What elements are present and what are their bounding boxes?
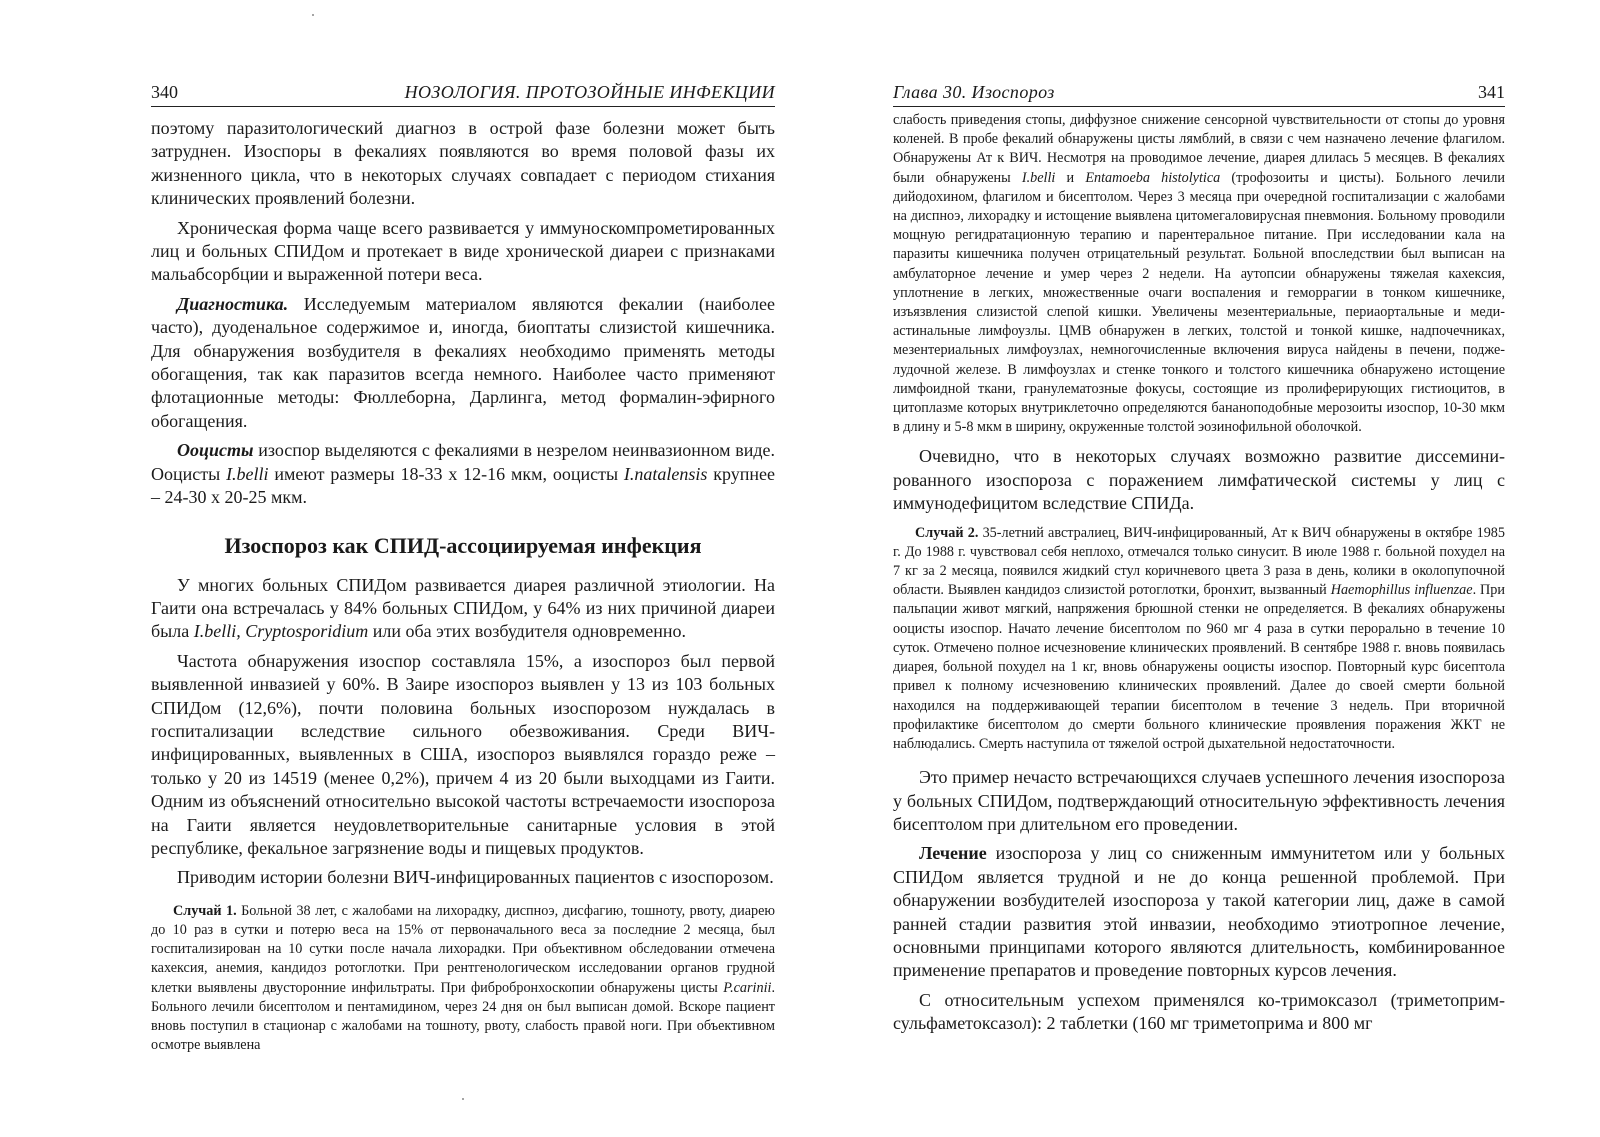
section-heading: Изоспороз как СПИД-ассоциируемая инфекция (224, 532, 702, 558)
run-in-heading: Диагностика. (177, 293, 289, 314)
running-title: НОЗОЛОГИЯ. ПРОТОЗОЙНЫЕ ИНФЕКЦИИ (404, 82, 775, 102)
scan-speck (312, 14, 314, 16)
paragraph: С относительным успехом применялся ко-тримоксазол (триметоприм-сульфаметоксазол): 2 таблетки (160 мг триметоприма и 800 мг (893, 989, 1505, 1034)
case-report-continued: слабость приведения стопы, диффузное снижение сенсорной чувствительности от стопы до уровня коленей. В пробе фекалий обнаружены цисты лямблий, в связи с чем назначено лечение флагилом. Обнаружены Ат к ВИЧ. Несмотря на проводимое лечение, диарея длилась 5 месяцев. В фекалиях были обнаружены I.belli и Entamoeba histolytica (трофозоиты и цисты). Больного лечили дийодохином, флагилом и бисептолом. Через 3 месяца при очередной госпитализации с жалобами на диспноэ, лихорадку и истощение выявлена цитомегаловирусная пневмония. Больному проводили мощную регидратационную терапию и парентеральное питание. При исследовании кала на паразиты кишечника получен отрицательный результат. Больной впоследствии был выписан на амбулаторное лечение и умер через 2 недели. На аутопсии обнаружены тяжелая кахексия, уплотнение в легких, множественные очаги воспаления и геморрагии в тонком кишечнике, изъязвления слизистой слепой кишки. Увеличены мезентериальные, периаортальные и медиастинальные лимфоузлы. ЦМВ обнаружен в легких, толстой и тонкой кишке, надпочечниках, мезентериальных лимфоузлах, немногочисленные включения вируса найдены в печени, поджелудочной железе. В лимфоузлах и стенке тонкого и толстого кишечника обнаружено истощение лимфоидной ткани, гранулематозные фокусы, состоящие из пролиферирующих гистиоцитов, в цитоплазме которых внутриклеточно определяются бананоподобные мерозоиты изоспор, 10-30 мкм в длину и 5-8 мкм в ширину, окруженные толстой эозинофильной оболочкой. (893, 112, 1505, 436)
paragraph: поэтому паразитологический диагноз в острой фазе болезни может быть затруднен. Изоспоры в фекалиях появляются во время половой фазы их жизненного цикла, что в некоторых случаях совпадает с периодом стихания клинических проявлений болезни. (151, 118, 775, 209)
paragraph: Диагностика. Исследуемым материалом являются фекалии (наиболее часто), дуоденальное содержимое и, иногда, биоптаты слизистой кишечника. Для обнаружения возбудителя в фекалиях необходимо применять методы обогащения, так как паразитов всегда немного. Наиболее часто применяют флотационные методы: Фюллеборна, Дарлинга, метод формалин-эфирного обогащения. (151, 293, 775, 431)
running-head (893, 80, 1505, 107)
run-in-heading: Лечение (919, 843, 987, 864)
case-report: Случай 2. 35-летний австралиец, ВИЧ-инфицированный, Ат к ВИЧ обнаружены в октябре 1985 г. До 1988 г. чувствовал себя неплохо, отмечался только синусит. В июле 1988 г. больной похудел на 7 кг за 2 месяца, появился жидкий стул коричневого цвета 3 раза в день, колики в околопупочной области. Выявлен кандидоз слизистой ротоглотки, бронхит, вызванный Haemophillus influenzae. При пальпации живот мягкий, напряжения брюшной стенки не определяется. В фекалиях обнаружены ооцисты изоспор. Начато лечение бисептолом по 960 мг 4 раза в сутки перорально в течение 10 суток. Отмечено полное исчезновение клинических проявлений. В сентябре 1988 г. вновь появилась диарея, больной похудел на 1 кг, вновь обнаружены ооцисты изоспор. Повторный курс бисептола привел к полному исчезновению клинических проявлений. Далее до своей смерти больной находился на поддерживающей терапии бисептолом в течение 3 недель. При вторичной профилактике бисептолом до смерти больного клинические проявления поражения ЖКТ не наблюдались. Смерть наступила от тяжелой острой дыхательной недостаточности. (893, 524, 1505, 752)
page-number: 341 (1478, 82, 1505, 102)
paragraph: Очевидно, что в некоторых случаях возможно развитие диссеминированного изоспороза с поражением лимфатической системы у лиц с иммунодефицитом вследствие СПИДа. (893, 446, 1505, 514)
paragraph: Хроническая форма чаще всего развивается у иммуноскомпрометированных лиц и больных СПИДом и протекает в виде хронической диареи с признаками мальабсорбции и выраженной потери веса. (151, 217, 775, 285)
left-page (151, 80, 775, 1055)
run-in-heading: Ооцисты (177, 440, 254, 461)
case-label: Случай 2. (915, 524, 979, 541)
running-head (151, 80, 775, 107)
paragraph: Лечение изоспороза у лиц со сниженным иммунитетом или у больных СПИДом является трудной и не до конца решенной проблемой. При обнаружении возбудителей изоспороза у такой категории лиц, даже в самой ранней стадии развития этой инвазии, необходимо этиотропное лечение, основными принципами которого являются длительность, комбинированное применение препаратов и проведение повторных курсов лечения. (893, 843, 1505, 981)
right-page (893, 80, 1505, 1036)
page-number: 340 (151, 82, 178, 102)
case-label: Случай 1. (173, 902, 237, 919)
paragraph: Частота обнаружения изоспор составляла 15%, а изоспороз был первой выявленной инвазией у 60%. В Заире изоспороз выявлен у 13 из 103 больных СПИДом (12,6%), почти половина больных изоспорозом нуждалась в госпитализации вследствие сильного обезвоживания. Среди ВИЧ-инфицированных, выявленных в США, изоспороз выявлялся гораздо реже – только у 20 из 14519 (менее 0,2%), причем 4 из 20 были выходцами из Гаити. Одним из объяснений относительно высокой частоты встречаемости изоспороза на Гаити является неудовлетворительные санитарные условия в этой республике, фекальное загрязнение воды и пищевых продуктов. (151, 650, 775, 858)
case-report: Случай 1. Больной 38 лет, с жалобами на лихорадку, диспноэ, дисфагию, тошноту, рвоту, диарею до 10 раз в сутки и потерю веса на 15% от первоначального веса за последние 2 месяца, был госпитализирован на 10 сутки после начала лихорадки. При объективном обследовании отмечена кахексия, анемия, кандидоз ротоглотки. При рентгенологическом исследовании органов грудной клетки выявлены двусторонние инфильтраты. При фибробронхоскопии обнаружены цисты P.carinii. Больного лечили бисептолом и пентамидином, через 24 дня он был выписан домой. Вскоре пациент вновь поступил в стационар с жалобами на тошноту, рвоту, слабость правой ноги. При объективном осмотре выявлена (151, 902, 775, 1054)
paragraph: Это пример нечасто встречающихся случаев успешного лечения изоспороза у больных СПИДом, подтверждающий относительную эффективность лечения бисептолом при длительном его проведении. (893, 767, 1505, 834)
paragraph: Приводим истории болезни ВИЧ-инфицированных пациентов с изоспорозом. (177, 867, 774, 888)
paragraph: У многих больных СПИДом развивается диарея различной этиологии. На Гаити она встречалась у 84% больных СПИДом, у 64% из них причиной диареи была I.belli, Cryptosporidium или оба этих возбудителя одновременно. (151, 574, 775, 642)
paragraph: Ооцисты изоспор выделяются с фекалиями в незрелом неинвазионном виде. Ооцисты I.belli имеют размеры 18-33 х 12-16 мкм, ооцисты I.natalensis крупнее – 24-30 х 20-25 мкм. (151, 440, 775, 508)
running-title: Глава 30. Изоспороз (893, 82, 1055, 102)
scan-speck (462, 1098, 464, 1100)
